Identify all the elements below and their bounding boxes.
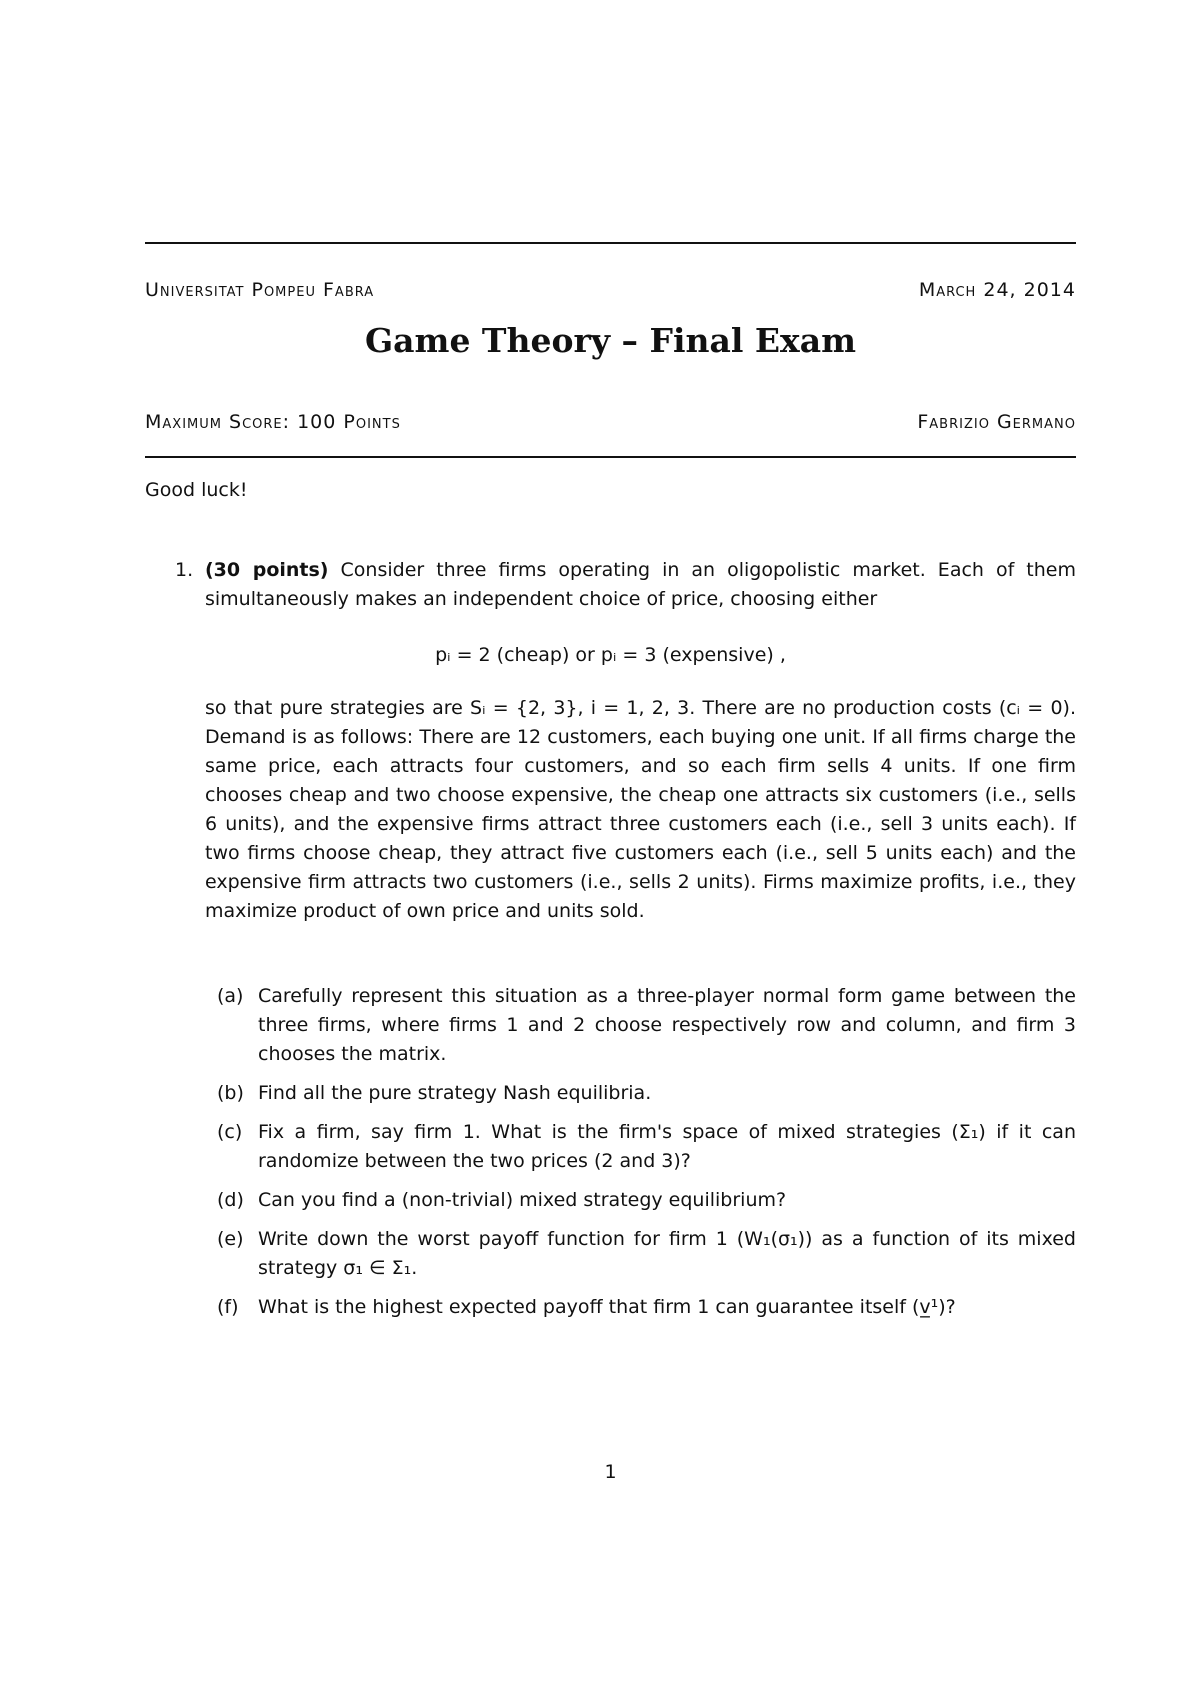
part-text: Find all the pure strategy Nash equilibria. [258,1082,652,1104]
part-label: (f) [217,1296,239,1318]
part-label: (e) [217,1228,244,1250]
header-row-1 [145,276,1076,305]
max-score: Maximum Score: 100 Points [145,411,401,433]
top-rule [145,242,1076,244]
part-label: (b) [217,1082,244,1104]
part-label: (d) [217,1189,244,1211]
bottom-rule [145,456,1076,458]
page-title: Game Theory – Final Exam [364,321,857,360]
page-number: 1 [604,1461,617,1483]
question-points: (30 points) [205,559,329,581]
part-label: (a) [217,985,244,1007]
part-text: What is the highest expected payoff that firm 1 can guarantee itself (v̲¹)? [258,1296,956,1318]
exam-date: March 24, 2014 [918,279,1076,301]
part-text: Carefully represent this situation as a three-player normal form game between the three firms, where firms 1 and 2 choose respectively row and column, and firm 3 chooses the matrix. [258,985,1076,1065]
question-1 [145,556,1076,614]
list-item [205,1225,1076,1283]
list-item [205,1079,1076,1108]
question-body: so that pure strategies are Sᵢ = {2, 3}, i = 1, 2, 3. There are no production costs (cᵢ = 0). Demand is as follows: There are 12 customers, each buying one unit. If all firms charge the same price, each attracts four customers, and so each firm sells 4 units. If one firm chooses cheap and two choose expensive, the cheap one attracts six customers (i.e., sells 6 units), and the expensive firms attract three customers each (i.e., sell 3 units each). If two firms choose cheap, they attract five customers each (i.e., sell 5 units each) and the expensive firm attracts two customers (i.e., sells 2 units). Firms maximize profits, i.e., they maximize product of own price and units sold. [205,697,1076,922]
list-item [205,1293,1076,1322]
display-equation: pᵢ = 2 (cheap) or pᵢ = 3 (expensive) , [435,644,786,666]
part-text: Fix a firm, say firm 1. What is the firm's space of mixed strategies (Σ₁) if it can randomize between the two prices (2 and 3)? [258,1121,1076,1172]
question-parts [205,982,1076,1332]
header-row-2 [145,408,1076,437]
list-item [205,1118,1076,1176]
part-label: (c) [217,1121,243,1143]
greeting: Good luck! [145,479,248,501]
list-item [205,982,1076,1069]
part-text: Can you find a (non-trivial) mixed strategy equilibrium? [258,1189,787,1211]
part-text: Write down the worst payoff function for firm 1 (W₁(σ₁)) as a function of its mixed strategy σ₁ ∈ Σ₁. [258,1228,1076,1279]
institution: Universitat Pompeu Fabra [145,279,375,301]
question-number: 1. [175,559,194,581]
question-intro-text: Consider three firms operating in an oligopolistic market. Each of them simultaneously makes an independent choice of price, choosing either [205,559,1076,610]
author: Fabrizio Germano [917,411,1076,433]
question-intro [205,556,1076,614]
list-item [205,1186,1076,1215]
